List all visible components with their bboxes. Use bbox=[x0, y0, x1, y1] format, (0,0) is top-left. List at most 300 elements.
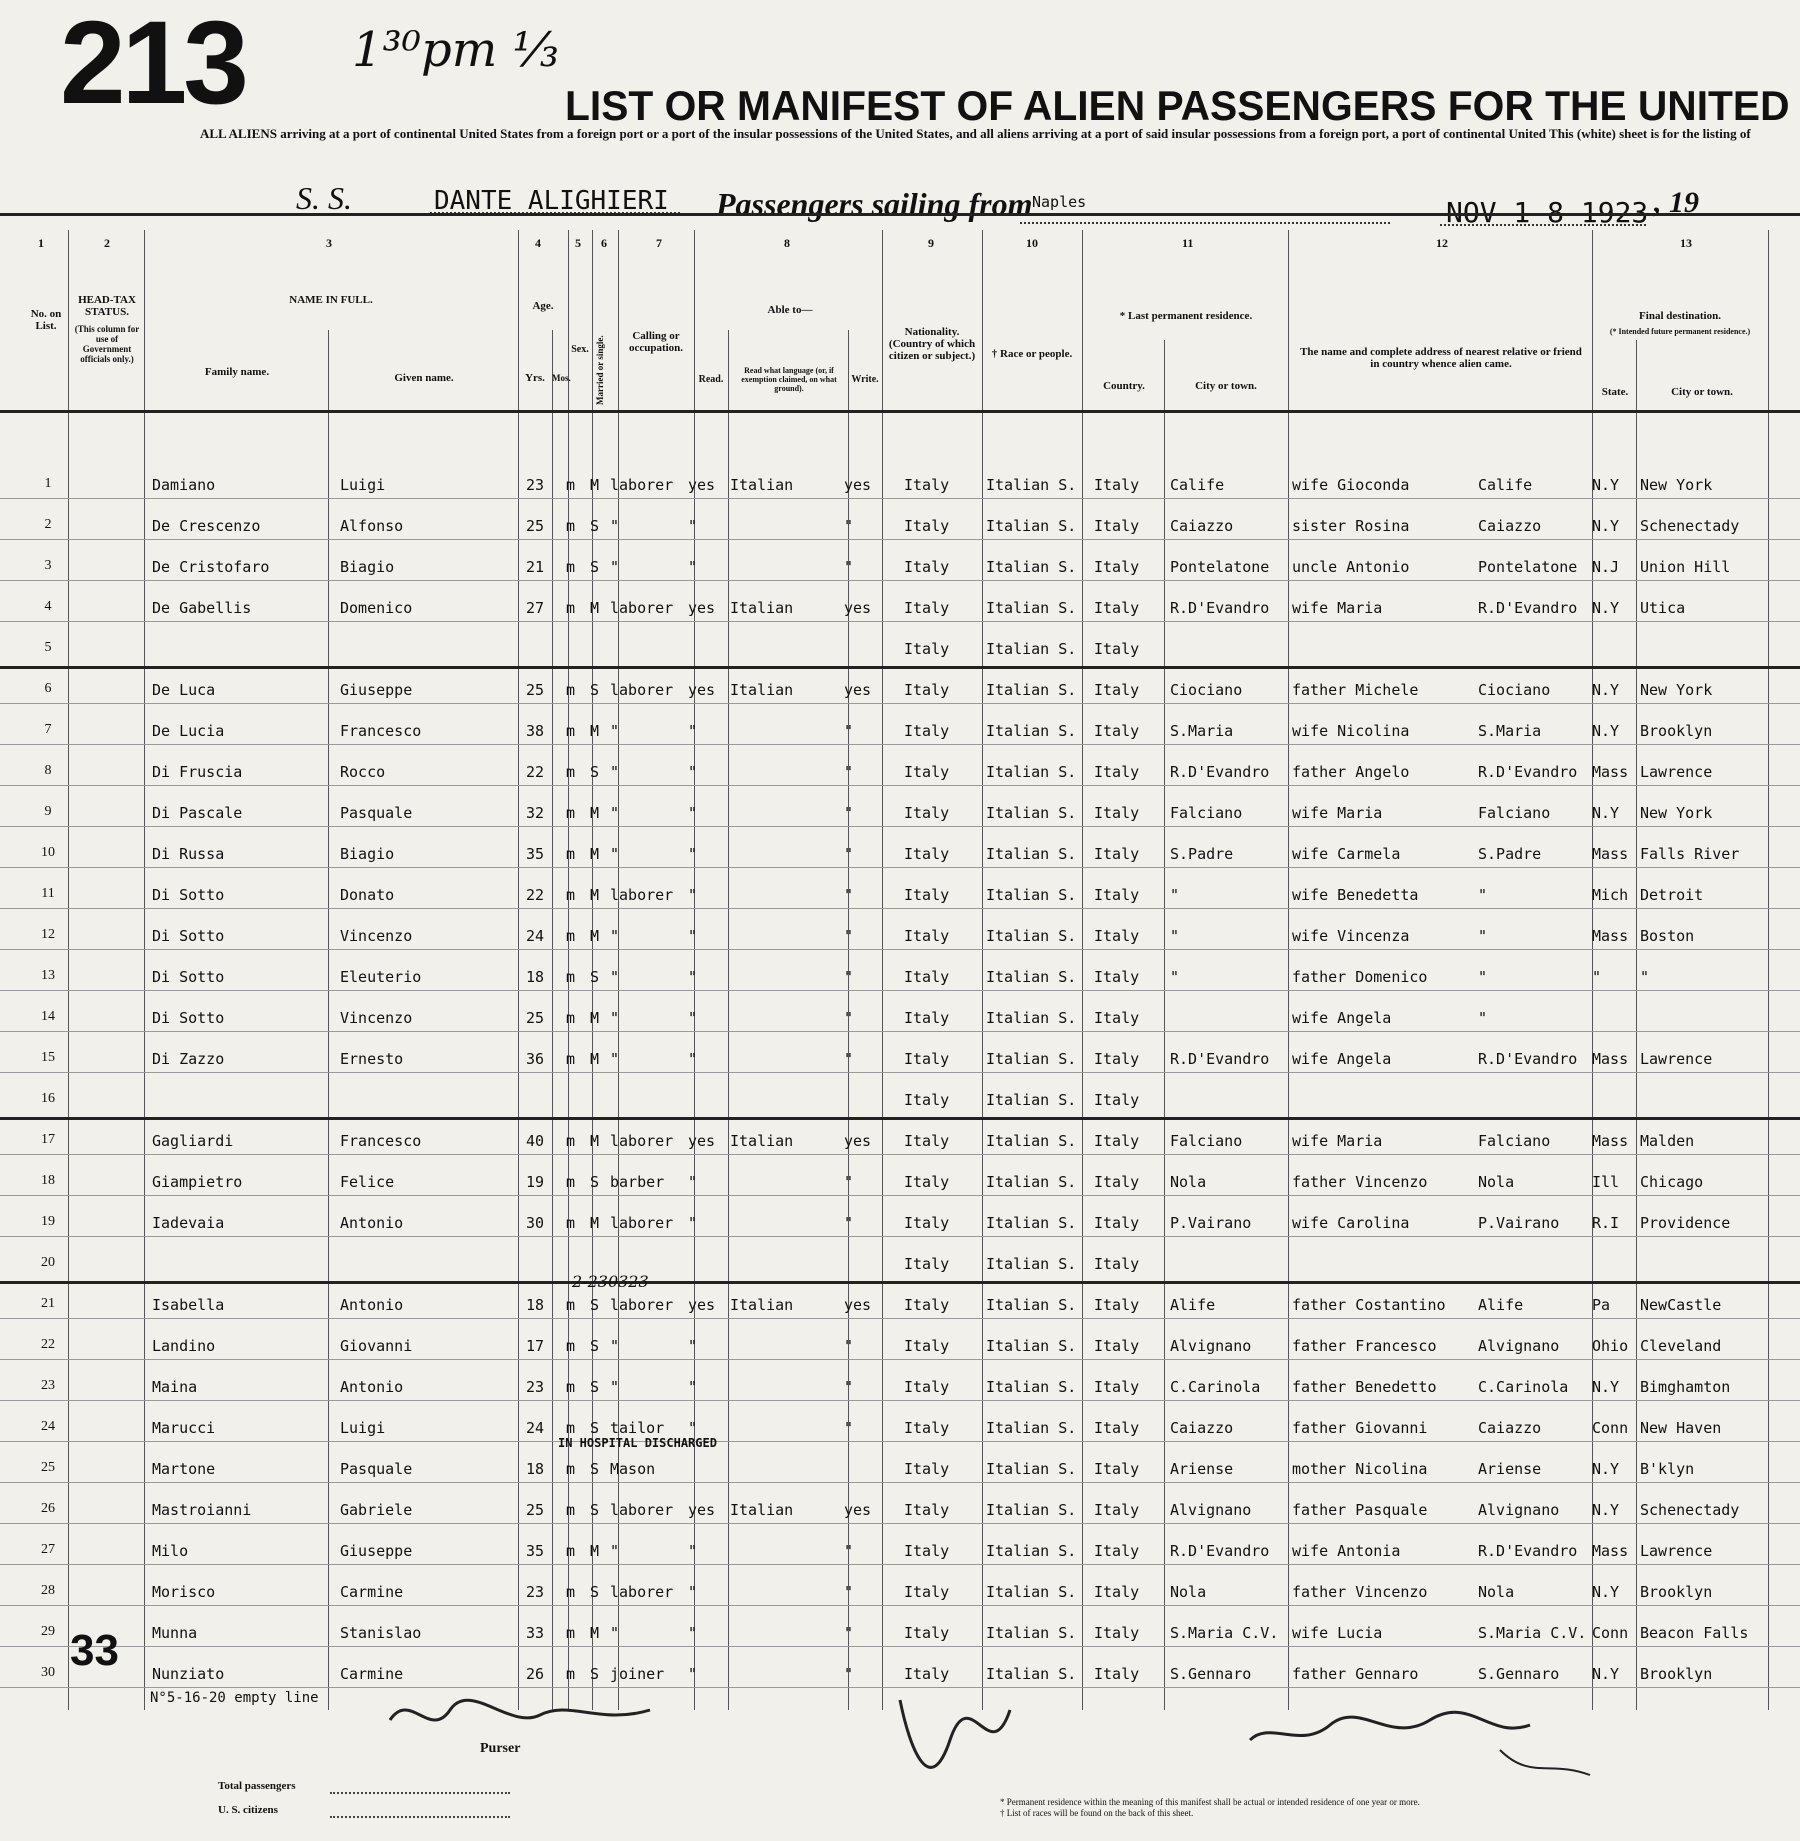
cell-given-name: Antonio bbox=[340, 1378, 404, 1396]
cell-sex: m bbox=[566, 1214, 576, 1232]
cell-race: Italian S. bbox=[986, 1050, 1077, 1068]
cell-family-name: De Lucia bbox=[152, 722, 225, 740]
row-rule bbox=[0, 580, 1800, 581]
cell-given-name: Vincenzo bbox=[340, 927, 413, 945]
cell-nationality: Italy bbox=[904, 1173, 950, 1191]
cell-age-years: 18 bbox=[526, 968, 545, 986]
cell-relative: father Gennaro bbox=[1292, 1665, 1419, 1683]
cell-country: Italy bbox=[1094, 1009, 1140, 1027]
cell-age-years: 25 bbox=[526, 1009, 545, 1027]
cell-read-language: Italian bbox=[730, 1296, 794, 1314]
cell-destination-city: New Haven bbox=[1640, 1419, 1722, 1437]
column-number-8: 8 bbox=[784, 236, 790, 250]
column-number-7: 7 bbox=[656, 236, 662, 250]
cell-relative: wife Angela bbox=[1292, 1009, 1392, 1027]
cell-relative-city: Pontelatone bbox=[1478, 558, 1578, 576]
port-underline bbox=[1020, 222, 1390, 224]
cell-occupation: laborer bbox=[610, 1132, 674, 1150]
cell-nationality: Italy bbox=[904, 804, 950, 822]
cell-relative-city: Ciociano bbox=[1478, 681, 1551, 699]
cell-nationality: Italy bbox=[904, 517, 950, 535]
cell-family-name: Nunziato bbox=[152, 1665, 225, 1683]
cell-race: Italian S. bbox=[986, 517, 1077, 535]
cell-family-name: Isabella bbox=[152, 1296, 225, 1314]
document-title: LIST OR MANIFEST OF ALIEN PASSENGERS FOR THE UNITED bbox=[565, 82, 1790, 129]
row-number: 2 bbox=[44, 517, 52, 532]
cell-marital-status: M bbox=[590, 1214, 600, 1232]
header-last-residence: * Last permanent residence. bbox=[1119, 310, 1253, 322]
cell-family-name: Di Sotto bbox=[152, 968, 225, 986]
cell-city: R.D'Evandro bbox=[1170, 1542, 1270, 1560]
cell-family-name: Di Sotto bbox=[152, 886, 225, 904]
cell-sex: m bbox=[566, 804, 576, 822]
cell-age-years: 40 bbox=[526, 1132, 545, 1150]
cell-family-name: Giampietro bbox=[152, 1173, 243, 1191]
cell-write: " bbox=[844, 1583, 854, 1601]
cell-destination-city: Schenectady bbox=[1640, 1501, 1740, 1519]
cell-marital-status: S bbox=[590, 517, 600, 535]
cell-age-years: 19 bbox=[526, 1173, 545, 1191]
cell-occupation: laborer bbox=[610, 1296, 674, 1314]
cell-given-name: Giuseppe bbox=[340, 681, 413, 699]
row-rule bbox=[0, 666, 1800, 669]
cell-age-years: 26 bbox=[526, 1665, 545, 1683]
cell-family-name: De Crescenzo bbox=[152, 517, 261, 535]
cell-sex: m bbox=[566, 1419, 576, 1437]
cell-age-years: 22 bbox=[526, 886, 545, 904]
header-mos: Mos. bbox=[552, 373, 571, 383]
cell-state: R.I bbox=[1592, 1214, 1620, 1232]
cell-age-years: 22 bbox=[526, 763, 545, 781]
row-number: 26 bbox=[41, 1501, 55, 1516]
cell-destination-city: Providence bbox=[1640, 1214, 1731, 1232]
cell-city: Ciociano bbox=[1170, 681, 1243, 699]
cell-family-name: Milo bbox=[152, 1542, 189, 1560]
date-underline bbox=[1440, 224, 1646, 226]
cell-country: Italy bbox=[1094, 517, 1140, 535]
cell-nationality: Italy bbox=[904, 763, 950, 781]
cell-state: Mass bbox=[1592, 1132, 1629, 1150]
cell-relative-city: R.D'Evandro bbox=[1478, 1050, 1578, 1068]
cell-write: " bbox=[844, 763, 854, 781]
cell-state: N.Y bbox=[1592, 681, 1620, 699]
cell-relative-city: S.Maria C.V. bbox=[1478, 1624, 1587, 1642]
cell-occupation: barber bbox=[610, 1173, 665, 1191]
column-number-4: 4 bbox=[535, 236, 541, 250]
cell-nationality: Italy bbox=[904, 1091, 950, 1109]
cell-sex: m bbox=[566, 1296, 576, 1314]
column-number-12: 12 bbox=[1436, 236, 1448, 250]
cell-country: Italy bbox=[1094, 1337, 1140, 1355]
cell-relative-city: C.Carinola bbox=[1478, 1378, 1569, 1396]
cell-given-name: Luigi bbox=[340, 1419, 386, 1437]
cell-family-name: De Cristofaro bbox=[152, 558, 270, 576]
cell-city: Caiazzo bbox=[1170, 1419, 1234, 1437]
cell-city: Calife bbox=[1170, 476, 1225, 494]
row-number: 8 bbox=[44, 763, 52, 778]
cell-family-name: Damiano bbox=[152, 476, 216, 494]
cell-race: Italian S. bbox=[986, 845, 1077, 863]
row-rule bbox=[0, 1564, 1800, 1565]
cell-state: N.Y bbox=[1592, 1501, 1620, 1519]
cell-relative: wife Benedetta bbox=[1292, 886, 1419, 904]
cell-city: S.Padre bbox=[1170, 845, 1234, 863]
cell-nationality: Italy bbox=[904, 476, 950, 494]
cell-race: Italian S. bbox=[986, 1378, 1077, 1396]
cell-destination-city: Malden bbox=[1640, 1132, 1695, 1150]
cell-marital-status: S bbox=[590, 1583, 600, 1601]
cell-family-name: Di Sotto bbox=[152, 1009, 225, 1027]
cell-destination-city: Lawrence bbox=[1640, 763, 1713, 781]
cell-marital-status: S bbox=[590, 1419, 600, 1437]
cell-sex: m bbox=[566, 1337, 576, 1355]
cell-family-name: Munna bbox=[152, 1624, 198, 1642]
ship-label: S. S. bbox=[296, 180, 352, 216]
cell-country: Italy bbox=[1094, 968, 1140, 986]
cell-sex: m bbox=[566, 1501, 576, 1519]
cell-race: Italian S. bbox=[986, 681, 1077, 699]
cell-read: " bbox=[688, 845, 698, 863]
cell-country: Italy bbox=[1094, 1419, 1140, 1437]
cell-relative-city: " bbox=[1478, 1009, 1488, 1027]
cell-read: " bbox=[688, 1419, 698, 1437]
cell-marital-status: M bbox=[590, 476, 600, 494]
cell-city: " bbox=[1170, 968, 1180, 986]
column-number-5: 5 bbox=[575, 236, 581, 250]
cell-given-name: Biagio bbox=[340, 558, 395, 576]
row-rule bbox=[0, 1646, 1800, 1647]
cell-race: Italian S. bbox=[986, 1665, 1077, 1683]
row-rule bbox=[0, 1482, 1800, 1483]
cell-given-name: Donato bbox=[340, 886, 395, 904]
row-number: 11 bbox=[41, 886, 55, 901]
cell-marital-status: S bbox=[590, 1173, 600, 1191]
cell-given-name: Vincenzo bbox=[340, 1009, 413, 1027]
row-number: 6 bbox=[44, 681, 52, 696]
row-number: 5 bbox=[44, 640, 52, 655]
cell-city: Falciano bbox=[1170, 804, 1243, 822]
header-city: City or town. bbox=[1195, 380, 1257, 392]
row-rule bbox=[0, 539, 1800, 540]
cell-occupation: laborer bbox=[610, 886, 674, 904]
header-read: Read. bbox=[698, 374, 724, 385]
row-number: 3 bbox=[44, 558, 52, 573]
row-number: 21 bbox=[41, 1296, 55, 1311]
cell-write: " bbox=[844, 1173, 854, 1191]
cell-relative: wife Gioconda bbox=[1292, 476, 1410, 494]
cell-given-name: Pasquale bbox=[340, 1460, 413, 1478]
cell-destination-city: NewCastle bbox=[1640, 1296, 1722, 1314]
cell-sex: m bbox=[566, 886, 576, 904]
row-number: 13 bbox=[41, 968, 55, 983]
ship-name: DANTE ALIGHIERI bbox=[434, 186, 669, 216]
column-number-11: 11 bbox=[1182, 236, 1194, 250]
cell-relative-city: " bbox=[1478, 968, 1488, 986]
cell-family-name: Marucci bbox=[152, 1419, 216, 1437]
cell-age-years: 35 bbox=[526, 1542, 545, 1560]
cell-marital-status: M bbox=[590, 1050, 600, 1068]
cell-occupation: laborer bbox=[610, 1214, 674, 1232]
cell-marital-status: S bbox=[590, 1665, 600, 1683]
cell-state: Mass bbox=[1592, 927, 1629, 945]
header-yrs: Yrs. bbox=[525, 372, 545, 384]
cell-city: " bbox=[1170, 927, 1180, 945]
cell-nationality: Italy bbox=[904, 558, 950, 576]
cell-relative-city: Alife bbox=[1478, 1296, 1524, 1314]
cell-read: " bbox=[688, 1624, 698, 1642]
cell-sex: m bbox=[566, 558, 576, 576]
cell-family-name: Gagliardi bbox=[152, 1132, 234, 1150]
cell-country: Italy bbox=[1094, 1173, 1140, 1191]
cell-destination-city: B'klyn bbox=[1640, 1460, 1695, 1478]
cell-occupation: " bbox=[610, 804, 620, 822]
cell-marital-status: S bbox=[590, 1378, 600, 1396]
cell-age-years: 30 bbox=[526, 1214, 545, 1232]
cell-relative: father Vincenzo bbox=[1292, 1173, 1428, 1191]
cell-write: yes bbox=[844, 599, 872, 617]
cell-sex: m bbox=[566, 1624, 576, 1642]
cell-age-years: 23 bbox=[526, 1378, 545, 1396]
column-number-10: 10 bbox=[1026, 236, 1038, 250]
cell-sex: m bbox=[566, 1132, 576, 1150]
cell-read: " bbox=[688, 886, 698, 904]
cell-read: yes bbox=[688, 599, 716, 617]
cell-given-name: Francesco bbox=[340, 1132, 422, 1150]
cell-given-name: Giuseppe bbox=[340, 1542, 413, 1560]
cell-race: Italian S. bbox=[986, 1009, 1077, 1027]
cell-relative: wife Antonia bbox=[1292, 1542, 1401, 1560]
cell-relative: wife Lucia bbox=[1292, 1624, 1383, 1642]
cell-nationality: Italy bbox=[904, 1337, 950, 1355]
cell-occupation: " bbox=[610, 763, 620, 781]
cell-relative: sister Rosina bbox=[1292, 517, 1410, 535]
header-rule bbox=[0, 213, 1800, 216]
cell-race: Italian S. bbox=[986, 1624, 1077, 1642]
cell-age-years: 23 bbox=[526, 1583, 545, 1601]
cell-state: Conn bbox=[1592, 1624, 1629, 1642]
cell-read: yes bbox=[688, 1501, 716, 1519]
cell-relative-city: Ariense bbox=[1478, 1460, 1542, 1478]
cell-family-name: Di Sotto bbox=[152, 927, 225, 945]
cell-marital-status: M bbox=[590, 1009, 600, 1027]
purser-label: Purser bbox=[480, 1741, 521, 1756]
cell-destination-city: Lawrence bbox=[1640, 1050, 1713, 1068]
cell-city: Alvignano bbox=[1170, 1337, 1252, 1355]
cell-relative-city: " bbox=[1478, 886, 1488, 904]
cell-race: Italian S. bbox=[986, 1419, 1077, 1437]
cell-read: yes bbox=[688, 681, 716, 699]
handwritten-signatures bbox=[370, 1680, 1730, 1820]
cell-relative: wife Angela bbox=[1292, 1050, 1392, 1068]
cell-destination-city: Detroit bbox=[1640, 886, 1704, 904]
row-rule bbox=[0, 1281, 1800, 1284]
cell-race: Italian S. bbox=[986, 804, 1077, 822]
row-rule bbox=[0, 1072, 1800, 1073]
cell-city: Ariense bbox=[1170, 1460, 1234, 1478]
cell-state: Ill bbox=[1592, 1173, 1620, 1191]
cell-country: Italy bbox=[1094, 1296, 1140, 1314]
cell-occupation: " bbox=[610, 1050, 620, 1068]
row-rule bbox=[0, 498, 1800, 499]
cell-race: Italian S. bbox=[986, 1255, 1077, 1273]
cell-race: Italian S. bbox=[986, 1173, 1077, 1191]
row-rule bbox=[0, 949, 1800, 950]
header-final-destination-note: (* Intended future permanent residence.) bbox=[1609, 327, 1751, 336]
cell-nationality: Italy bbox=[904, 1583, 950, 1601]
cell-occupation: " bbox=[610, 1378, 620, 1396]
cell-relative: father Costantino bbox=[1292, 1296, 1446, 1314]
cell-nationality: Italy bbox=[904, 599, 950, 617]
cell-race: Italian S. bbox=[986, 927, 1077, 945]
cell-sex: m bbox=[566, 845, 576, 863]
row-number: 10 bbox=[41, 845, 55, 860]
cell-write: " bbox=[844, 886, 854, 904]
header-race: † Race or people. bbox=[991, 348, 1073, 360]
cell-relative-city: S.Padre bbox=[1478, 845, 1542, 863]
sheet-number: 213 bbox=[60, 0, 245, 129]
cell-given-name: Domenico bbox=[340, 599, 413, 617]
cell-race: Italian S. bbox=[986, 1542, 1077, 1560]
header-country: Country. bbox=[1103, 380, 1145, 392]
row-number: 28 bbox=[41, 1583, 55, 1598]
row-rule bbox=[0, 1236, 1800, 1237]
cell-destination-city: Boston bbox=[1640, 927, 1695, 945]
cell-state: N.Y bbox=[1592, 1583, 1620, 1601]
cell-marital-status: S bbox=[590, 1460, 600, 1478]
cell-country: Italy bbox=[1094, 886, 1140, 904]
header-final-destination: Final destination. bbox=[1639, 310, 1721, 322]
cell-occupation: joiner bbox=[610, 1665, 665, 1683]
row-rule bbox=[0, 621, 1800, 622]
cell-country: Italy bbox=[1094, 1214, 1140, 1232]
cell-race: Italian S. bbox=[986, 1091, 1077, 1109]
cell-occupation: " bbox=[610, 845, 620, 863]
cell-occupation: " bbox=[610, 968, 620, 986]
row-number: 29 bbox=[41, 1624, 55, 1639]
cell-write: " bbox=[844, 1009, 854, 1027]
cell-given-name: Gabriele bbox=[340, 1501, 413, 1519]
cell-marital-status: S bbox=[590, 681, 600, 699]
cell-city: Nola bbox=[1170, 1173, 1207, 1191]
cell-given-name: Carmine bbox=[340, 1665, 404, 1683]
cell-given-name: Francesco bbox=[340, 722, 422, 740]
cell-age-years: 25 bbox=[526, 1501, 545, 1519]
cell-destination-city: New York bbox=[1640, 476, 1713, 494]
row-rule bbox=[0, 1359, 1800, 1360]
row-number: 23 bbox=[41, 1378, 55, 1393]
row-rule bbox=[0, 1154, 1800, 1155]
cell-country: Italy bbox=[1094, 1050, 1140, 1068]
cell-city: R.D'Evandro bbox=[1170, 1050, 1270, 1068]
cell-nationality: Italy bbox=[904, 1255, 950, 1273]
us-citizens-label: U. S. citizens bbox=[218, 1804, 278, 1816]
cell-occupation: " bbox=[610, 927, 620, 945]
cell-write: yes bbox=[844, 1132, 872, 1150]
row-number: 18 bbox=[41, 1173, 55, 1188]
handwritten-time-mark: 1³⁰pm ⅓ bbox=[352, 22, 560, 78]
cell-write: " bbox=[844, 1419, 854, 1437]
footer-note-1: * Permanent residence within the meaning of this manifest shall be actual or intended residence of one year or more. bbox=[1000, 1797, 1420, 1807]
header-bottom-rule bbox=[0, 410, 1800, 413]
cell-write: " bbox=[844, 1214, 854, 1232]
row-number: 24 bbox=[41, 1419, 55, 1434]
header-able-to: Able to— bbox=[767, 304, 813, 316]
cell-relative: father Giovanni bbox=[1292, 1419, 1428, 1437]
header-family-name: Family name. bbox=[204, 366, 270, 378]
row-number: 30 bbox=[41, 1665, 55, 1680]
cell-family-name: Martone bbox=[152, 1460, 216, 1478]
cell-occupation: laborer bbox=[610, 681, 674, 699]
cell-relative-city: Alvignano bbox=[1478, 1501, 1560, 1519]
cell-read-language: Italian bbox=[730, 599, 794, 617]
header-dest-city: City or town. bbox=[1671, 386, 1733, 398]
cell-family-name: Di Pascale bbox=[152, 804, 243, 822]
row-number: 27 bbox=[41, 1542, 55, 1557]
cell-given-name: Luigi bbox=[340, 476, 386, 494]
cell-write: " bbox=[844, 1624, 854, 1642]
cell-read: " bbox=[688, 1337, 698, 1355]
cell-nationality: Italy bbox=[904, 1501, 950, 1519]
row-rule bbox=[0, 744, 1800, 745]
cell-read: " bbox=[688, 763, 698, 781]
header-no-on-list: No. on List. bbox=[30, 308, 62, 332]
cell-write: " bbox=[844, 1378, 854, 1396]
cell-relative: wife Carmela bbox=[1292, 845, 1401, 863]
cell-race: Italian S. bbox=[986, 722, 1077, 740]
row-rule bbox=[0, 1117, 1800, 1120]
cell-city: R.D'Evandro bbox=[1170, 763, 1270, 781]
cell-occupation: " bbox=[610, 1337, 620, 1355]
cell-state: N.Y bbox=[1592, 1665, 1620, 1683]
row-rule bbox=[0, 990, 1800, 991]
cell-destination-city: Bimghamton bbox=[1640, 1378, 1731, 1396]
cell-race: Italian S. bbox=[986, 886, 1077, 904]
cell-given-name: Felice bbox=[340, 1173, 395, 1191]
cell-race: Italian S. bbox=[986, 599, 1077, 617]
cell-relative: wife Maria bbox=[1292, 1132, 1383, 1150]
cell-occupation: laborer bbox=[610, 1583, 674, 1601]
cell-occupation: " bbox=[610, 1009, 620, 1027]
header-given-name: Given name. bbox=[394, 372, 454, 384]
cell-write: " bbox=[844, 558, 854, 576]
cell-sex: m bbox=[566, 1542, 576, 1560]
cell-age-years: 18 bbox=[526, 1296, 545, 1314]
cell-age-years: 33 bbox=[526, 1624, 545, 1642]
cell-race: Italian S. bbox=[986, 1132, 1077, 1150]
cell-occupation: " bbox=[610, 1624, 620, 1642]
cell-family-name: Iadevaia bbox=[152, 1214, 225, 1232]
cell-read: " bbox=[688, 1378, 698, 1396]
cell-read: " bbox=[688, 1173, 698, 1191]
cell-read: " bbox=[688, 1665, 698, 1683]
cell-nationality: Italy bbox=[904, 886, 950, 904]
cell-relative: father Domenico bbox=[1292, 968, 1428, 986]
cell-given-name: Pasquale bbox=[340, 804, 413, 822]
cell-read: yes bbox=[688, 476, 716, 494]
cell-state: N.Y bbox=[1592, 804, 1620, 822]
column-number-13: 13 bbox=[1680, 236, 1692, 250]
cell-relative-city: Falciano bbox=[1478, 1132, 1551, 1150]
cell-marital-status: M bbox=[590, 1542, 600, 1560]
cell-destination-city: Brooklyn bbox=[1640, 722, 1713, 740]
cell-given-name: Biagio bbox=[340, 845, 395, 863]
cell-relative: father Vincenzo bbox=[1292, 1583, 1428, 1601]
cell-state: Mich bbox=[1592, 886, 1629, 904]
cell-relative: wife Vincenza bbox=[1292, 927, 1410, 945]
cell-write: " bbox=[844, 927, 854, 945]
cell-marital-status: S bbox=[590, 1501, 600, 1519]
row-rule bbox=[0, 1441, 1800, 1442]
